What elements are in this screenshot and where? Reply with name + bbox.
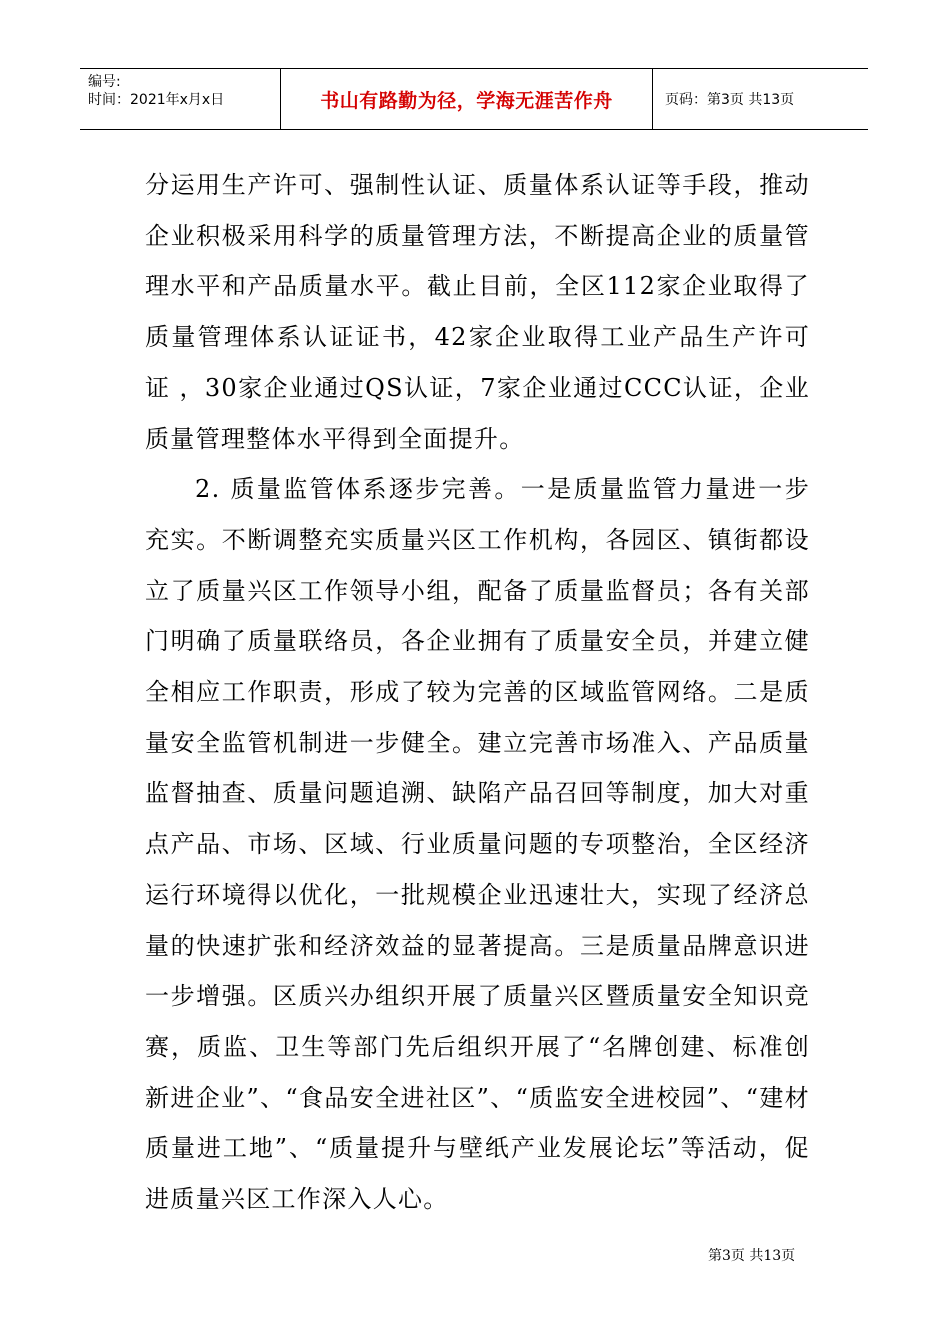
header-motto: 书山有路勤为径，学海无涯苦作舟: [280, 69, 653, 129]
paragraph-continued: 分运用生产许可、强制性认证、质量体系认证等手段，推动企业积极采用科学的质量管理方法，不断提高企业的质量管理水平和产品质量水平。截止目前，全区112家企业取得了质量管理体系认证证书，42家企业取得工业产品生产许可证 ，30家企业通过QS认证，7家企业通过CCC认证，企业质量管理整体水平得到全面提升。: [145, 171, 810, 453]
document-body: [145, 160, 810, 1225]
page-header: [80, 68, 868, 130]
date-label: 时间：2021年x月x日: [88, 92, 225, 108]
header-page-info: 页码：第3页 共13页: [665, 92, 795, 108]
paragraph-supervision-system: 2. 质量监管体系逐步完善。一是质量监管力量进一步充实。不断调整充实质量兴区工作机构，各园区、镇街都设立了质量兴区工作领导小组，配备了质量监督员；各有关部门明确了质量联络员，各企业拥有了质量安全员，并建立健全相应工作职责，形成了较为完善的区域监管网络。二是质量安全监管机制进一步健全。建立完善市场准入、产品质量监督抽查、质量问题追溯、缺陷产品召回等制度，加大对重点产品、市场、区域、行业质量问题的专项整治，全区经济运行环境得以优化，一批规模企业迅速壮大，实现了经济总量的快速扩张和经济效益的显著提高。三是质量品牌意识进一步增强。区质兴办组织开展了质量兴区暨质量安全知识竞赛，质监、卫生等部门先后组织开展了“名牌创建、标准创新进企业”、“食品安全进社区”、“质监安全进校园”、“建材质量进工地”、“质量提升与壁纸产业发展论坛”等活动，促进质量兴区工作深入人心。: [145, 475, 810, 1214]
serial-number-label: 编号:: [88, 74, 121, 90]
header-meta: [80, 69, 280, 129]
page-footer: 第3页 共13页: [708, 1248, 796, 1264]
